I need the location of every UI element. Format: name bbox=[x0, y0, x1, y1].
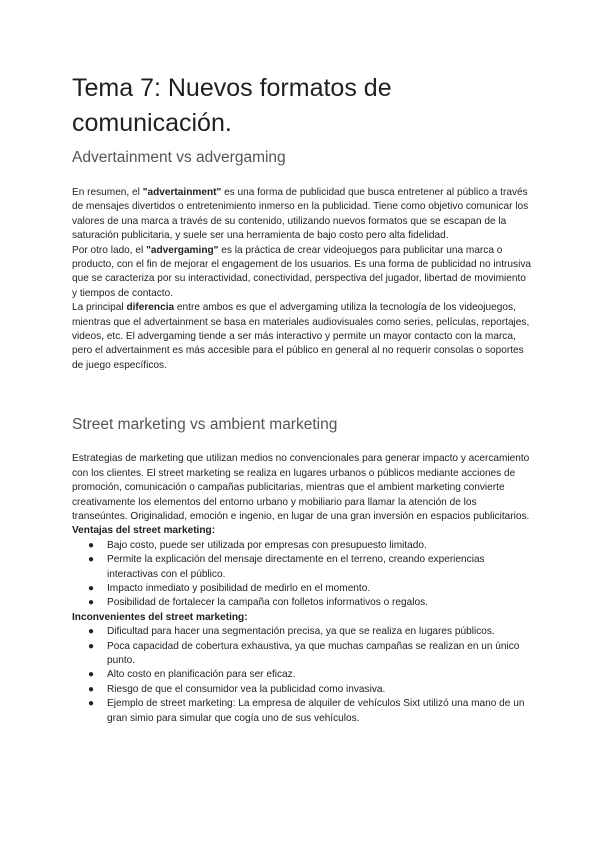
bullet-icon: ● bbox=[88, 640, 95, 652]
document-title: Tema 7: Nuevos formatos de comunicación. bbox=[72, 74, 392, 137]
bullet-icon: ● bbox=[88, 669, 95, 681]
text-run: es una forma de publicidad que busca entretener al público a través de mensajes divertidos o entretenimiento inmerso en la publicidad. Tiene como objetivo comunicar los valores de una marca a través de su contenido, utilizando nuevos formatos que se escapan de la saturación publicitaria, y suele ser una herramienta de bajo costo pero alta fidelidad. bbox=[72, 187, 529, 242]
list-item bbox=[72, 582, 532, 596]
list-item bbox=[72, 683, 532, 697]
paragraph-difference bbox=[72, 301, 532, 373]
list-item bbox=[72, 596, 532, 610]
list-item-text: Riesgo de que el consumidor vea la publicidad como invasiva. bbox=[107, 683, 386, 695]
text-run: En resumen, el bbox=[72, 187, 143, 198]
bullet-icon: ● bbox=[88, 582, 95, 594]
list-item-text: Permite la explicación del mensaje directamente en el terreno, creando experiencias interactivas con el público. bbox=[107, 554, 485, 580]
advantages-list bbox=[72, 539, 532, 611]
bullet-icon: ● bbox=[88, 597, 95, 609]
text-run: entre ambos es que el advergaming utiliza la tecnología de los videojuegos, mientras que el advertainment se basa en materiales audiovisuales como series, películas, reportajes, videos, etc. El advergaming tiende a ser más interactivo y permite un mayor contacto con la marca, pero el advertainment es más accesible para el público en general al no requerir consolas o soportes de juego específicos. bbox=[72, 302, 530, 371]
section-heading-advertainment: Advertainment vs advergaming bbox=[72, 149, 286, 166]
list-item-text: Ejemplo de street marketing: La empresa de alquiler de vehículos Sixt utilizó una mano de un gran simio para simular que cogía uno de sus vehículos. bbox=[107, 698, 525, 724]
bullet-icon: ● bbox=[88, 683, 95, 695]
paragraph-street-intro: Estrategias de marketing que utilizan medios no convencionales para generar impacto y acercamiento con los clientes. El street marketing se realiza en lugares urbanos o públicos mediante acciones de promoción, comunicación o campañas publicitarias, mientras que el ambient marketing convierte creativamente los elementos del entorno urbano y mobiliario para llamar la atención de los transeúntes. Originalidad, emoción e ingenio, en lugar de una gran inversión en espacios publicitarios. bbox=[72, 453, 530, 522]
list-item bbox=[72, 553, 532, 582]
list-item bbox=[72, 668, 532, 682]
disadvantages-heading: Inconvenientes del street marketing: bbox=[72, 611, 248, 623]
bullet-icon: ● bbox=[88, 698, 95, 710]
document-page bbox=[72, 71, 532, 726]
list-item-text: Alto costo en planificación para ser eficaz. bbox=[107, 669, 296, 681]
list-item bbox=[72, 625, 532, 639]
term-advertainment: "advertainment" bbox=[142, 187, 222, 198]
section-heading-street-marketing: Street marketing vs ambient marketing bbox=[72, 416, 338, 434]
list-item-text: Poca capacidad de cobertura exhaustiva, ya que muchas campañas se realizan en un único punto. bbox=[107, 640, 520, 666]
bullet-icon: ● bbox=[88, 626, 95, 638]
list-item-text: Dificultad para hacer una segmentación precisa, ya que se realiza en lugares públicos. bbox=[107, 626, 495, 638]
disadvantages-list bbox=[72, 625, 532, 726]
list-item bbox=[72, 539, 532, 553]
text-run: La principal bbox=[72, 302, 127, 314]
list-item bbox=[72, 697, 532, 726]
paragraph-advergaming bbox=[72, 244, 532, 302]
list-item-text: Posibilidad de fortalecer la campaña con folletos informativos o regalos. bbox=[107, 597, 428, 609]
list-item-text: Impacto inmediato y posibilidad de medirlo en el momento. bbox=[107, 582, 371, 594]
bullet-icon: ● bbox=[88, 539, 95, 551]
list-item bbox=[72, 640, 532, 669]
section-street-marketing-body bbox=[72, 452, 532, 726]
term-difference: diferencia bbox=[126, 302, 175, 314]
section-advertainment-body bbox=[72, 186, 532, 373]
text-run: es la práctica de crear videojuegos para publicitar una marca o producto, con el fin de mejorar el engagement de los usuarios. Es una forma de publicidad no intrusiva que se caracteriza por su interactividad, conectividad, perspectiva del jugador, libertad de movimiento y tiempos de contacto. bbox=[72, 244, 531, 299]
text-run: Por otro lado, el bbox=[72, 244, 147, 256]
advantages-heading: Ventajas del street marketing: bbox=[72, 525, 216, 537]
bullet-icon: ● bbox=[88, 554, 95, 566]
term-advergaming: "advergaming" bbox=[146, 244, 219, 256]
list-item-text: Bajo costo, puede ser utilizada por empresas con presupuesto limitado. bbox=[107, 539, 427, 551]
paragraph-advertainment bbox=[72, 186, 532, 244]
